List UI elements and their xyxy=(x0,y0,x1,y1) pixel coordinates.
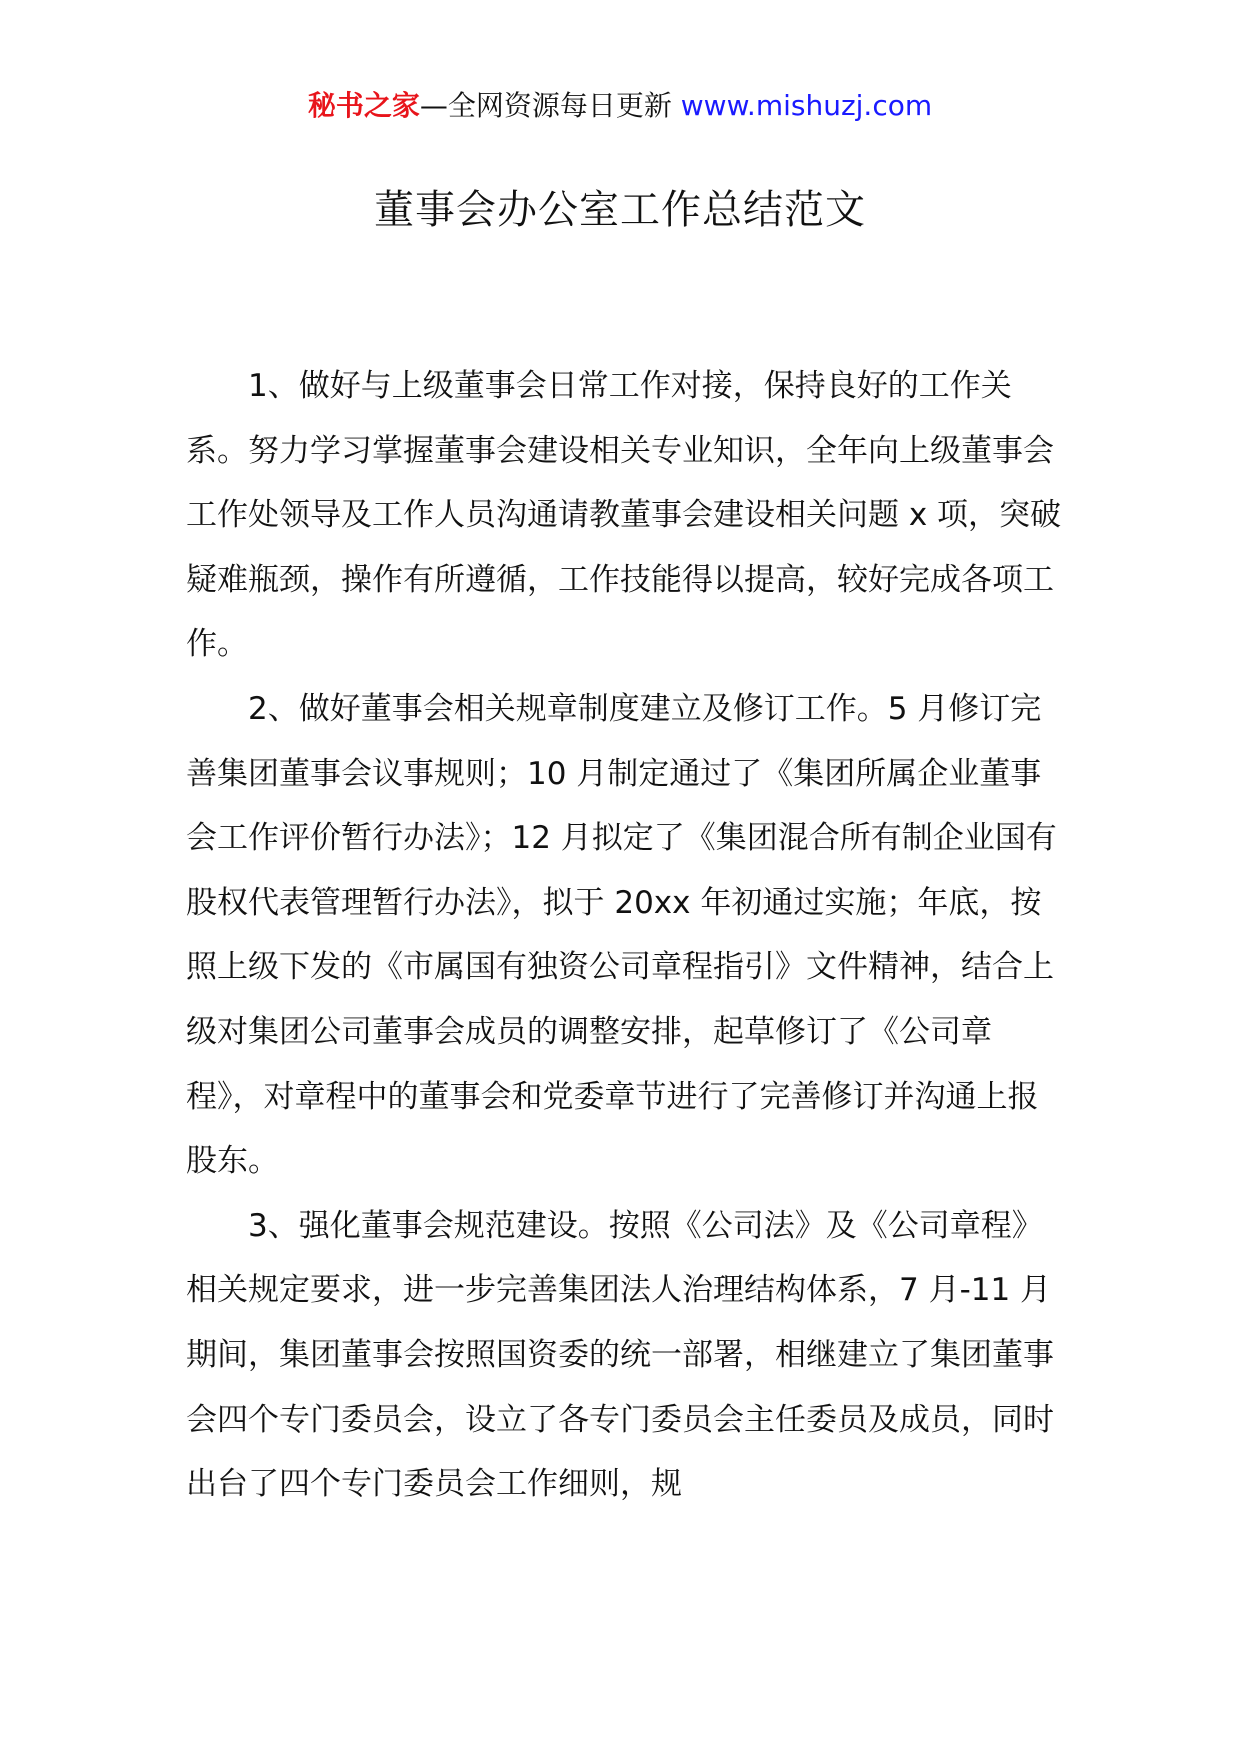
paragraph-1: 1、做好与上级董事会日常工作对接，保持良好的工作关系。努力学习掌握董事会建设相关专业知识，全年向上级董事会工作处领导及工作人员沟通请教董事会建设相关问题 x 项，突破疑难瓶颈，操作有所遵循，工作技能得以提高，较好完成各项工作。 xyxy=(186,368,1062,663)
document-body xyxy=(186,354,1066,1517)
page-header xyxy=(0,86,1240,126)
document-title: 董事会办公室工作总结范文 xyxy=(374,187,866,233)
header-tagline: —全网资源每日更新 xyxy=(419,89,681,122)
website-link[interactable]: www.mishuzj.com xyxy=(680,89,933,122)
brand-name: 秘书之家 xyxy=(307,89,420,122)
paragraph-2: 2、做好董事会相关规章制度建立及修订工作。5 月修订完善集团董事会议事规则；10 月制定通过了《集团所属企业董事会工作评价暂行办法》；12 月拟定了《集团混合所有制企业国有股权代表管理暂行办法》，拟于 20xx 年初通过实施；年底，按照上级下发的《市属国有独资公司章程指引》文件精神，结合上级对集团公司董事会成员的调整安排，起草修订了《公司章程》，对章程中的董事会和党委章节进行了完善修订并沟通上报股东。 xyxy=(186,690,1057,1180)
paragraph-3: 3、强化董事会规范建设。按照《公司法》及《公司章程》相关规定要求，进一步完善集团法人治理结构体系，7 月-11 月期间，集团董事会按照国资委的统一部署，相继建立了集团董事会四个专门委员会，设立了各专门委员会主任委员及成员，同时出台了四个专门委员会工作细则，规 xyxy=(186,1207,1054,1503)
